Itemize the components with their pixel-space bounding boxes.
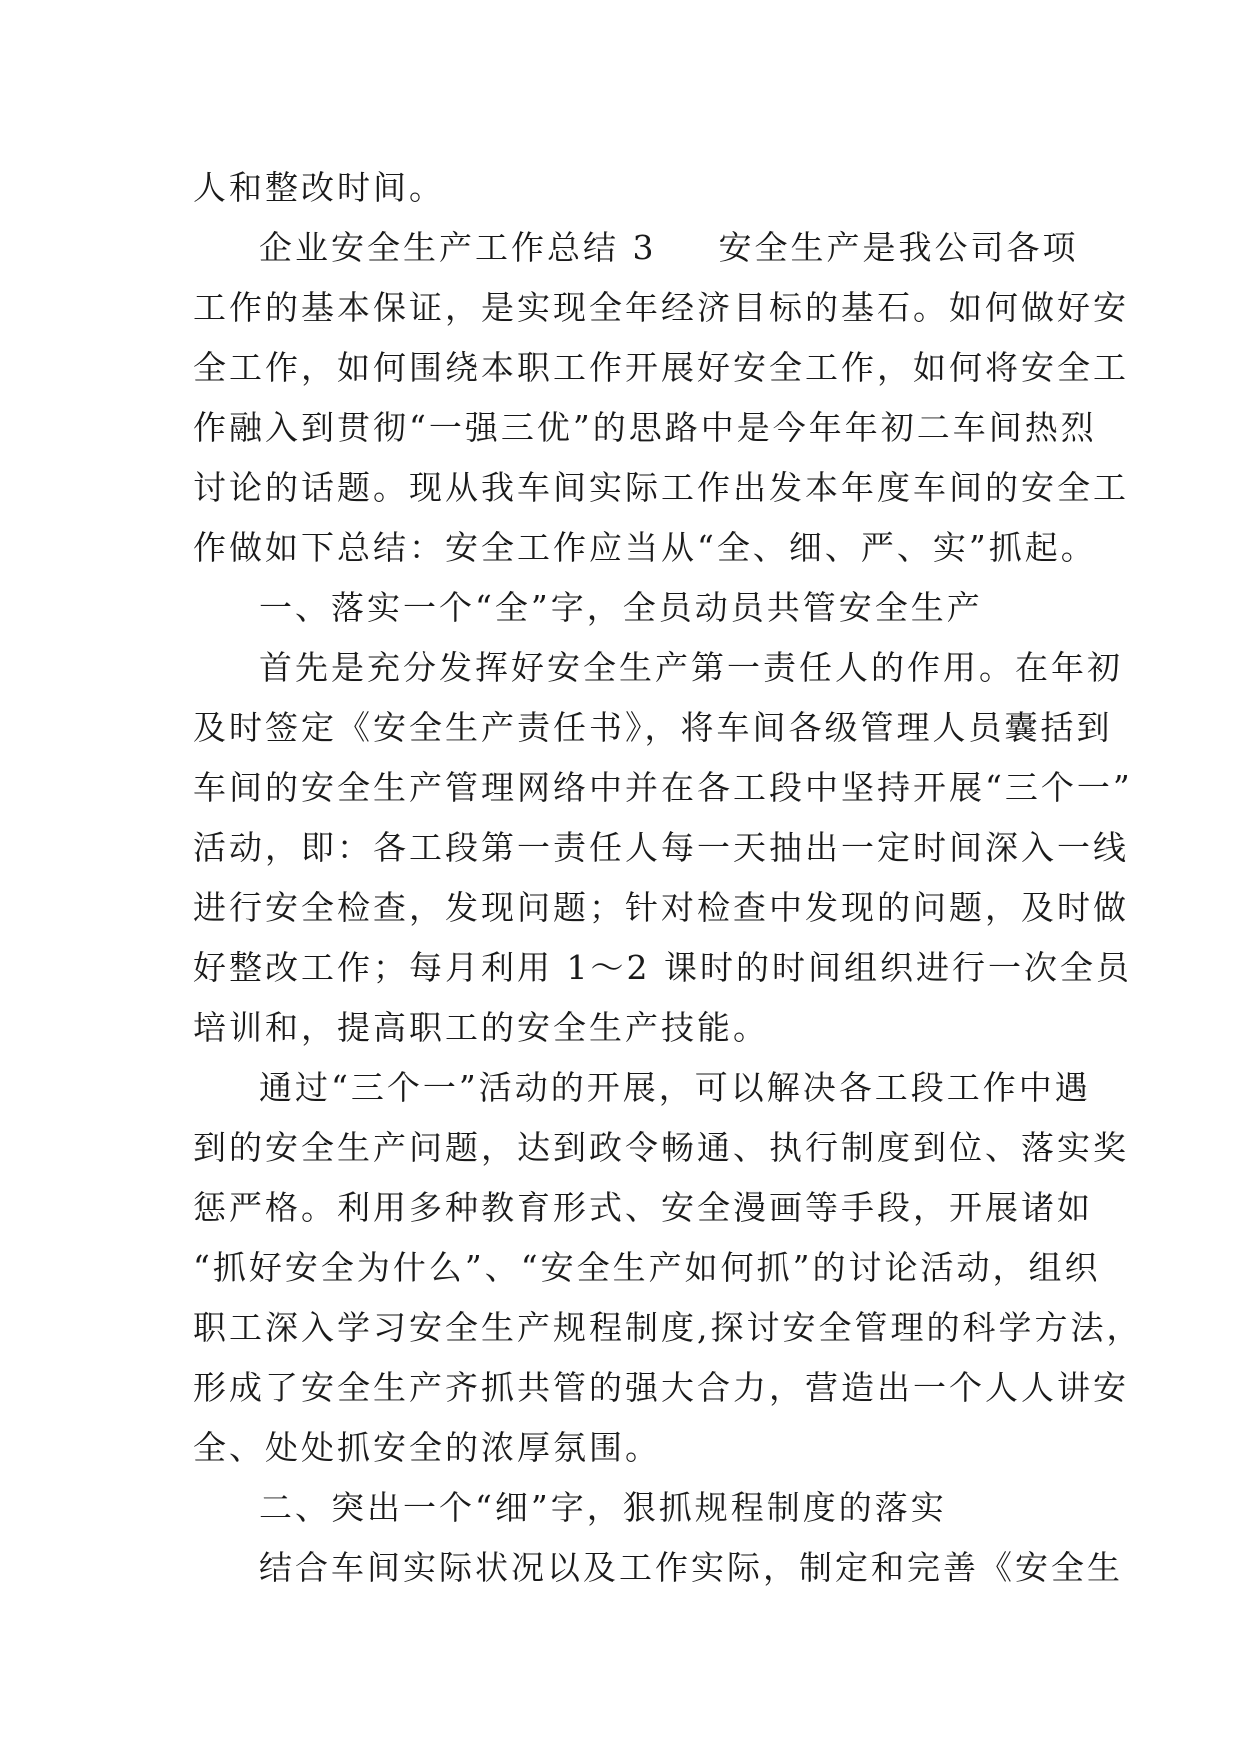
text-line: “抓好安全为什么”、“安全生产如何抓”的讨论活动，组织: [193, 1248, 1101, 1287]
text-line: 形成了安全生产齐抓共管的强大合力，营造出一个人人讲安: [193, 1368, 1129, 1407]
section-title-line: [193, 218, 1079, 278]
text-line: 进行安全检查，发现问题；针对检查中发现的问题，及时做: [193, 888, 1129, 927]
text-line: 惩严格。利用多种教育形式、安全漫画等手段，开展诸如: [193, 1188, 1093, 1227]
document-body: [193, 158, 1143, 1598]
summary-title: 企业安全生产工作总结 3: [259, 228, 657, 267]
text-line: 讨论的话题。现从我车间实际工作出发本年度车间的安全工: [193, 468, 1129, 507]
section-heading-2: 二、突出一个“细”字，狠抓规程制度的落实: [259, 1488, 947, 1527]
text-line: 好整改工作；每月利用 1～2 课时的时间组织进行一次全员: [193, 948, 1132, 987]
paragraph-start: 安全生产是我公司各项: [718, 228, 1079, 267]
text-line: 工作的基本保证，是实现全年经济目标的基石。如何做好安: [193, 288, 1129, 327]
text-line: 首先是充分发挥好安全生产第一责任人的作用。在年初: [259, 648, 1123, 687]
text-line: 结合车间实际状况以及工作实际，制定和完善《安全生: [259, 1548, 1123, 1587]
text-line: 车间的安全生产管理网络中并在各工段中坚持开展“三个一”: [193, 768, 1133, 807]
text-line: 活动，即：各工段第一责任人每一天抽出一定时间深入一线: [193, 828, 1129, 867]
text-line: 职工深入学习安全生产规程制度,探讨安全管理的科学方法，: [193, 1308, 1143, 1347]
text-line: 通过“三个一”活动的开展，可以解决各工段工作中遇: [259, 1068, 1091, 1107]
text-line: 全工作，如何围绕本职工作开展好安全工作，如何将安全工: [193, 348, 1129, 387]
text-line: 全、处处抓安全的浓厚氛围。: [193, 1428, 661, 1467]
text-line: 培训和，提高职工的安全生产技能。: [193, 1008, 769, 1047]
text-line: 人和整改时间。: [193, 168, 445, 207]
text-line: 及时签定《安全生产责任书》，将车间各级管理人员囊括到: [193, 708, 1113, 747]
section-heading-1: 一、落实一个“全”字，全员动员共管安全生产: [259, 588, 983, 627]
text-line: 到的安全生产问题，达到政令畅通、执行制度到位、落实奖: [193, 1128, 1129, 1167]
text-line: 作融入到贯彻“一强三优”的思路中是今年年初二车间热烈: [193, 408, 1097, 447]
text-line: 作做如下总结：安全工作应当从“全、细、严、实”抓起。: [193, 528, 1097, 567]
